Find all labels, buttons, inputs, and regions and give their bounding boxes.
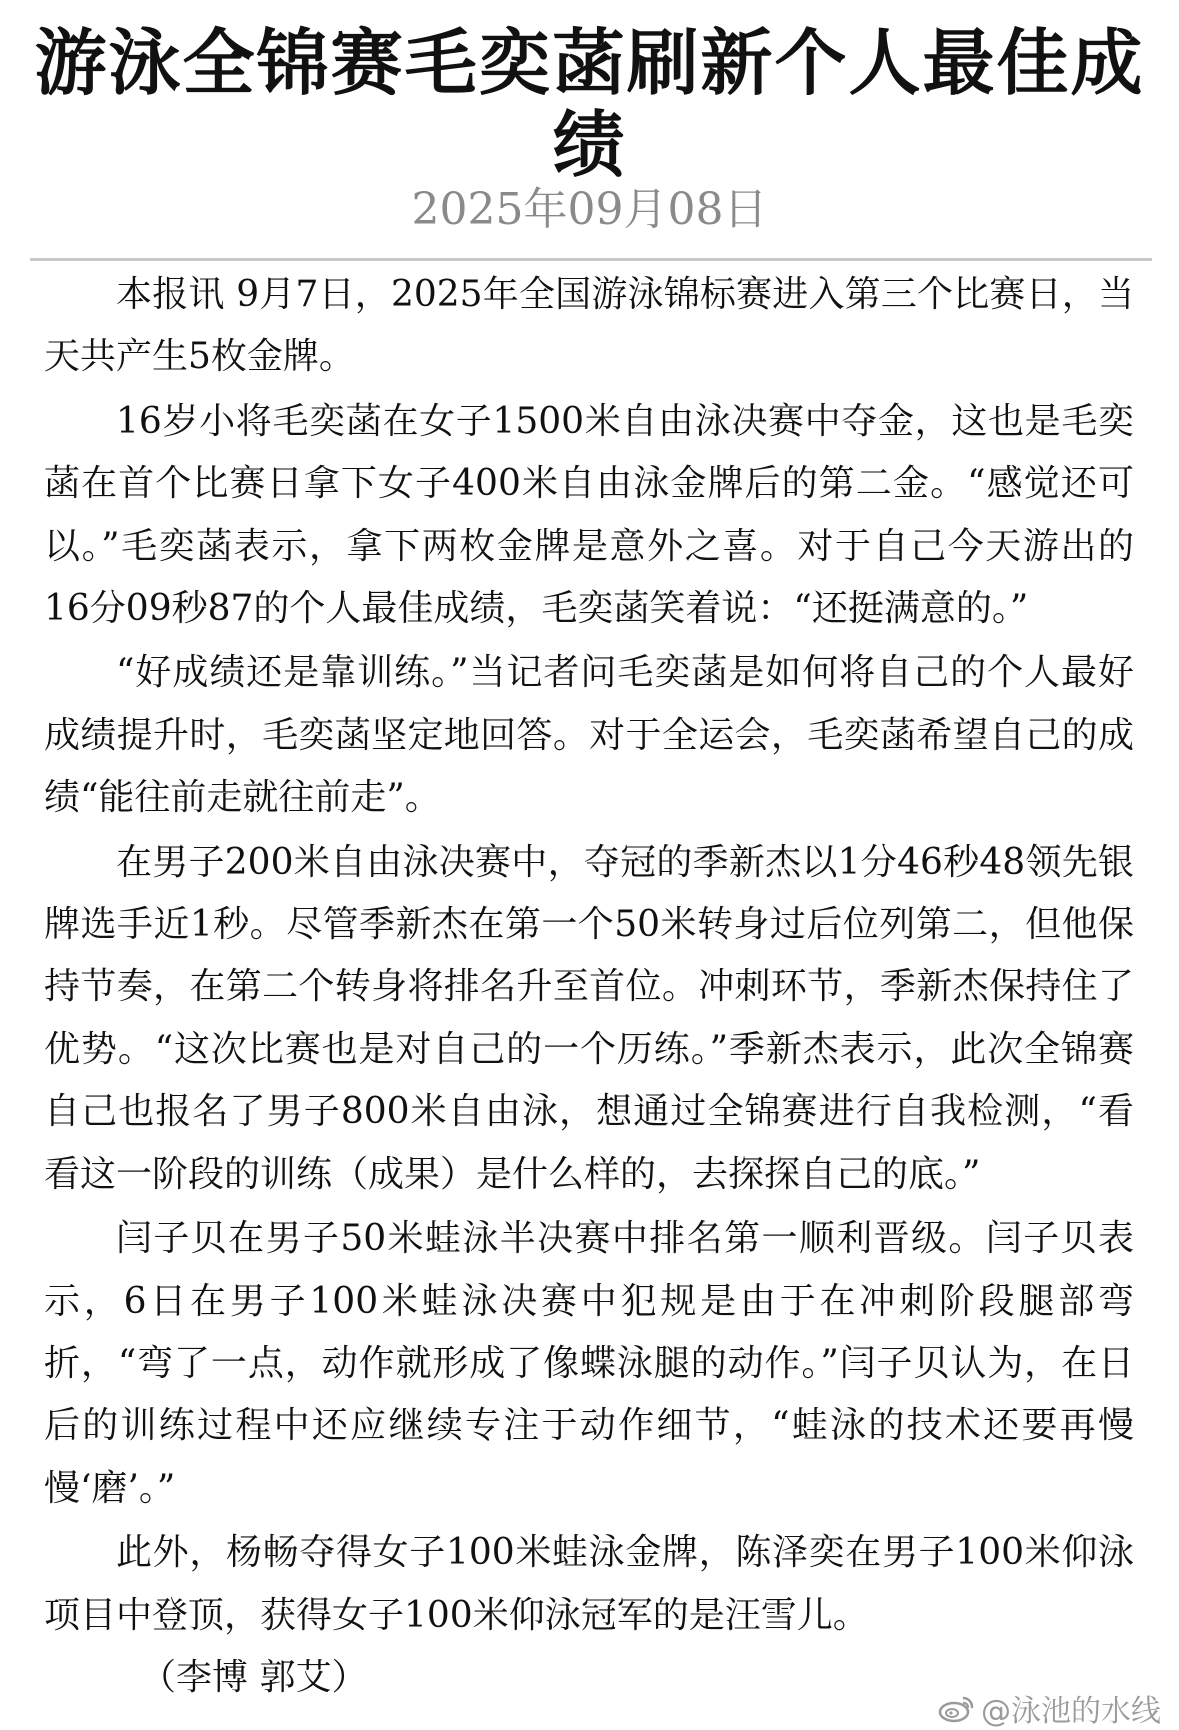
- article-body: [44, 264, 1134, 1649]
- divider: [30, 258, 1152, 261]
- paragraph: 闫子贝在男子50米蛙泳半决赛中排名第一顺利晋级。闫子贝表示，6日在男子100米蛙泳决赛中犯规是由于在冲刺阶段腿部弯折，“弯了一点，动作就形成了像蝶泳腿的动作。”闫子贝认为，在日后的训练过程中还应继续专注于动作细节，“蛙泳的技术还要再慢慢‘磨’。”: [44, 1218, 1134, 1509]
- weibo-icon: [937, 1693, 975, 1723]
- paragraph: “好成绩还是靠训练。”当记者问毛奕菡是如何将自己的个人最好成绩提升时，毛奕菡坚定地回答。对于全运会，毛奕菡希望自己的成绩“能往前走就往前走”。: [44, 652, 1134, 819]
- watermark: [937, 1690, 1161, 1729]
- byline: （李博 郭艾）: [140, 1657, 368, 1698]
- watermark-text: @泳池的水线: [981, 1694, 1161, 1729]
- paragraph: 16岁小将毛奕菡在女子1500米自由泳决赛中夺金，这也是毛奕菡在首个比赛日拿下女子400米自由泳金牌后的第二金。“感觉还可以。”毛奕菡表示，拿下两枚金牌是意外之喜。对于自己今天游出的16分09秒87的个人最佳成绩，毛奕菡笑着说：“还挺满意的。”: [44, 400, 1134, 630]
- paragraph: 本报讯 9月7日，2025年全国游泳锦标赛进入第三个比赛日，当天共产生5枚金牌。: [44, 274, 1134, 378]
- publish-date: 2025年09月08日: [411, 184, 768, 235]
- paragraph: 在男子200米自由泳决赛中，夺冠的季新杰以1分46秒48领先银牌选手近1秒。尽管季新杰在第一个50米转身过后位列第二，但他保持节奏，在第二个转身将排名升至首位。冲刺环节，季新杰保持住了优势。“这次比赛也是对自己的一个历练。”季新杰表示，此次全锦赛自己也报名了男子800米自由泳，想通过全锦赛进行自我检测，“看看这一阶段的训练（成果）是什么样的，去探探自己的底。”: [44, 841, 1134, 1195]
- headline: 游泳全锦赛毛奕菡刷新个人最佳成绩: [34, 21, 1145, 187]
- paragraph: 此外，杨畅夺得女子100米蛙泳金牌，陈泽奕在男子100米仰泳项目中登顶，获得女子100米仰泳冠军的是汪雪儿。: [44, 1532, 1134, 1636]
